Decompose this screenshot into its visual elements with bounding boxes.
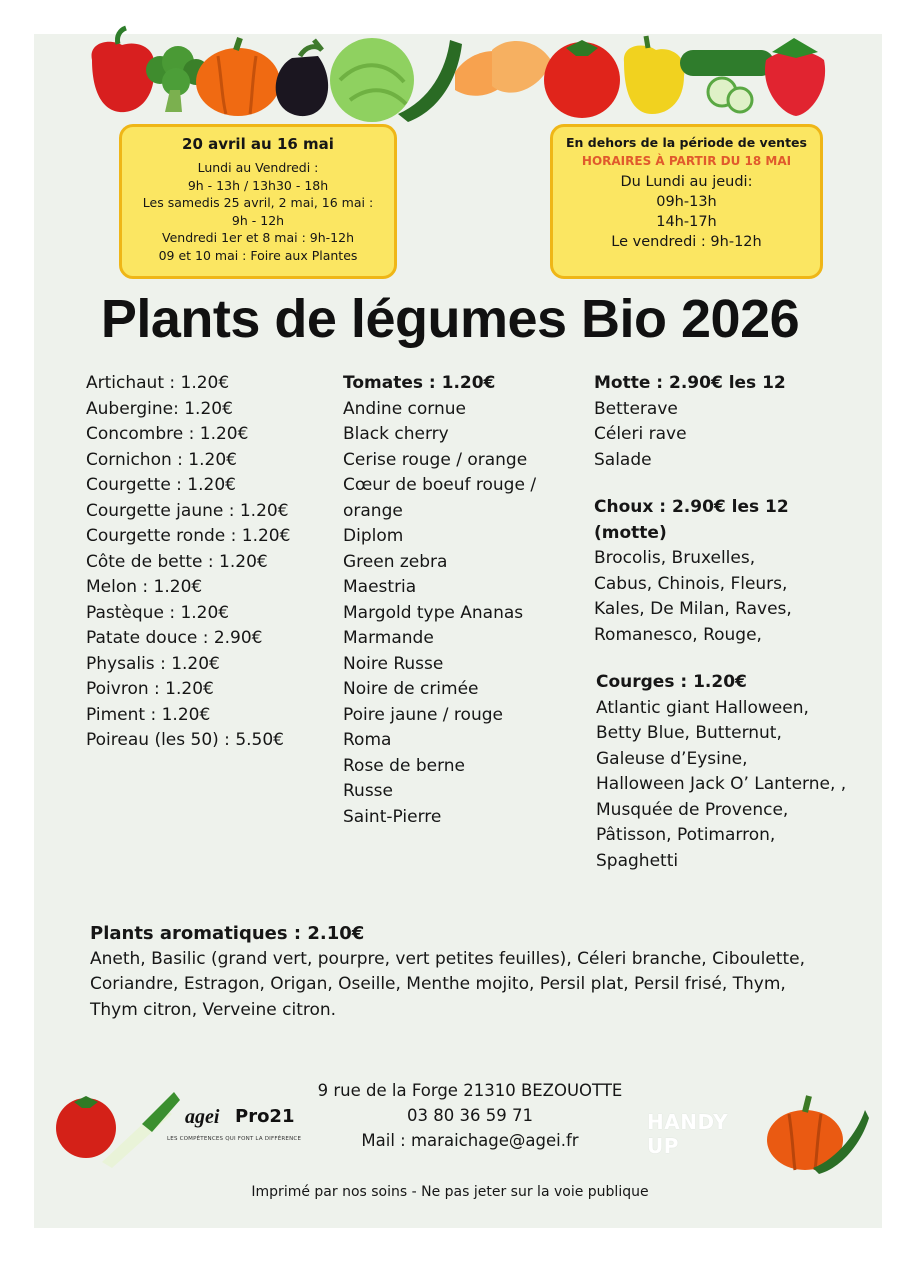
- list-item: Courgette jaune : 1.20€: [86, 500, 289, 521]
- aromatic-line: Aneth, Basilic (grand vert, pourpre, vert petites feuilles), Céleri branche, Ciboulette,: [90, 948, 806, 969]
- sales-hours-line: 9h - 12h: [231, 212, 285, 228]
- list-item: Musquée de Provence,: [596, 799, 789, 820]
- melon-slice-icon: [455, 41, 552, 96]
- phone: 03 80 36 59 71: [407, 1106, 533, 1125]
- sales-hours-line: Lundi au Vendredi :: [197, 160, 319, 175]
- list-item: Physalis : 1.20€: [86, 653, 220, 674]
- list-item: Kales, De Milan, Raves,: [594, 599, 792, 619]
- list-item: Maestria: [343, 577, 417, 597]
- list-item: Cornichon : 1.20€: [86, 449, 237, 470]
- tomatoes-heading: Tomates : 1.20€: [343, 373, 496, 393]
- cucumber-icon: [680, 50, 774, 112]
- list-item: Romanesco, Rouge,: [594, 624, 762, 645]
- list-item: Marmande: [343, 628, 434, 648]
- list-item: Galeuse d’Eysine,: [596, 748, 748, 769]
- list-item: Noire de crimée: [343, 679, 479, 699]
- tomato-icon: [544, 40, 620, 118]
- off-season-line: Du Lundi au jeudi:: [620, 174, 753, 190]
- aromatic-line: Thym citron, Verveine citron.: [90, 999, 337, 1020]
- sales-hours-line: 09 et 10 mai : Foire aux Plantes: [158, 247, 358, 263]
- aromatic-plants-section: [90, 921, 850, 1023]
- list-item: Courgette ronde : 1.20€: [86, 526, 291, 546]
- page-title: Plants de légumes Bio 2026: [100, 289, 800, 349]
- list-item: Diplom: [343, 526, 404, 546]
- list-item: orange: [343, 500, 403, 521]
- list-item: Betterave: [594, 398, 678, 419]
- list-item: Poireau (les 50) : 5.50€: [86, 730, 284, 750]
- choux-heading-sub: (motte): [594, 522, 667, 543]
- list-item: Andine cornue: [343, 398, 467, 419]
- sales-hours-line: 9h - 13h / 13h30 - 18h: [187, 177, 329, 193]
- footer-note: Imprimé par nos soins - Ne pas jeter sur la voie publique: [251, 1184, 649, 1200]
- off-season-hours-box: [550, 124, 823, 279]
- list-item: Noire Russe: [343, 653, 444, 674]
- contact-block: [290, 1078, 650, 1153]
- cabbage-icon: [330, 38, 414, 122]
- mail: Mail : maraichage@agei.fr: [361, 1131, 579, 1150]
- off-season-line: 09h-13h: [656, 194, 717, 210]
- list-item: Spaghetti: [596, 850, 679, 871]
- list-item: Concombre : 1.20€: [86, 424, 249, 444]
- sales-hours-line: Les samedis 25 avril, 2 mai, 16 mai :: [142, 195, 374, 210]
- list-item: Cœur de boeuf rouge /: [343, 475, 537, 495]
- list-item: Poire jaune / rouge: [343, 704, 503, 725]
- tomato-leek-illustration: [52, 1088, 182, 1168]
- list-item: Melon : 1.20€: [86, 577, 203, 597]
- choux-heading: Choux : 2.90€ les 12: [594, 497, 789, 517]
- list-item: Pastèque : 1.20€: [86, 602, 230, 623]
- list-item: Russe: [343, 781, 393, 801]
- address: 9 rue de la Forge 21310 BEZOUOTTE: [317, 1081, 623, 1100]
- pumpkin-zucchini-illustration: [765, 1090, 870, 1175]
- list-item: Cerise rouge / orange: [343, 449, 528, 470]
- list-item: Artichaut : 1.20€: [86, 373, 230, 393]
- list-item: Céleri rave: [594, 424, 687, 444]
- list-item: Côte de bette : 1.20€: [86, 551, 268, 572]
- list-item: Salade: [594, 449, 652, 470]
- list-item: Patate douce : 2.90€: [86, 628, 263, 648]
- off-season-alert: HORAIRES À PARTIR DU 18 MAI: [581, 154, 792, 168]
- list-item: Atlantic giant Halloween,: [596, 697, 809, 718]
- list-item: Piment : 1.20€: [86, 704, 211, 725]
- motte-heading: Motte : 2.90€ les 12: [594, 373, 786, 393]
- agei-brand: agei: [185, 1106, 220, 1128]
- sales-period-title: 20 avril au 16 mai: [182, 135, 334, 153]
- list-item: Poivron : 1.20€: [86, 679, 214, 699]
- list-item: Roma: [343, 730, 392, 750]
- price-list-column-1: [86, 371, 290, 754]
- yellow-pepper-icon: [624, 36, 685, 114]
- tomato-icon: [56, 1096, 116, 1158]
- list-item: Black cherry: [343, 424, 449, 444]
- agei-tagline: LES COMPÉTENCES QUI FONT LA DIFFÉRENCE: [167, 1136, 302, 1142]
- courges-heading: Courges : 1.20€: [596, 672, 747, 692]
- sales-hours-line: Vendredi 1er et 8 mai : 9h-12h: [162, 230, 354, 245]
- eggplant-icon: [276, 40, 328, 116]
- price-list-column-3: [594, 371, 864, 896]
- list-item: Betty Blue, Butternut,: [596, 723, 782, 743]
- handy-up-logo: [643, 1104, 758, 1158]
- choux-group: [594, 495, 864, 648]
- off-season-line: Le vendredi : 9h-12h: [611, 234, 762, 250]
- list-item: Brocolis, Bruxelles,: [594, 548, 756, 568]
- list-item: Margold type Ananas: [343, 602, 524, 623]
- aromatic-heading: Plants aromatiques : 2.10€: [90, 923, 365, 944]
- list-item: Courgette : 1.20€: [86, 475, 236, 495]
- off-season-title: En dehors de la période de ventes: [566, 135, 807, 150]
- off-season-line: 14h-17h: [656, 214, 717, 230]
- list-item: Saint-Pierre: [343, 806, 442, 827]
- strawberry-icon: [765, 38, 825, 116]
- motte-group: [594, 371, 864, 473]
- agei-pro: Pro21: [235, 1106, 295, 1127]
- list-item: Cabus, Chinois, Fleurs,: [594, 573, 788, 594]
- list-item: Halloween Jack O’ Lanterne, ,: [596, 774, 847, 794]
- handy-up-text: HANDY UP: [647, 1110, 729, 1158]
- agei-pro21-logo: [165, 1098, 300, 1153]
- list-item: Pâtisson, Potimarron,: [596, 825, 776, 845]
- orange-pumpkin-pepper-icon: [196, 38, 280, 116]
- aromatic-line: Coriandre, Estragon, Origan, Oseille, Menthe mojito, Persil plat, Persil frisé, Thym,: [90, 974, 786, 994]
- vegetables-banner: [0, 0, 900, 130]
- tomatoes-column: [343, 371, 536, 830]
- list-item: Rose de berne: [343, 755, 465, 776]
- courges-group: [596, 670, 864, 874]
- red-pepper-icon: [92, 28, 155, 112]
- list-item: Green zebra: [343, 551, 448, 572]
- list-item: Aubergine: 1.20€: [86, 398, 233, 419]
- sales-period-box: [119, 124, 397, 279]
